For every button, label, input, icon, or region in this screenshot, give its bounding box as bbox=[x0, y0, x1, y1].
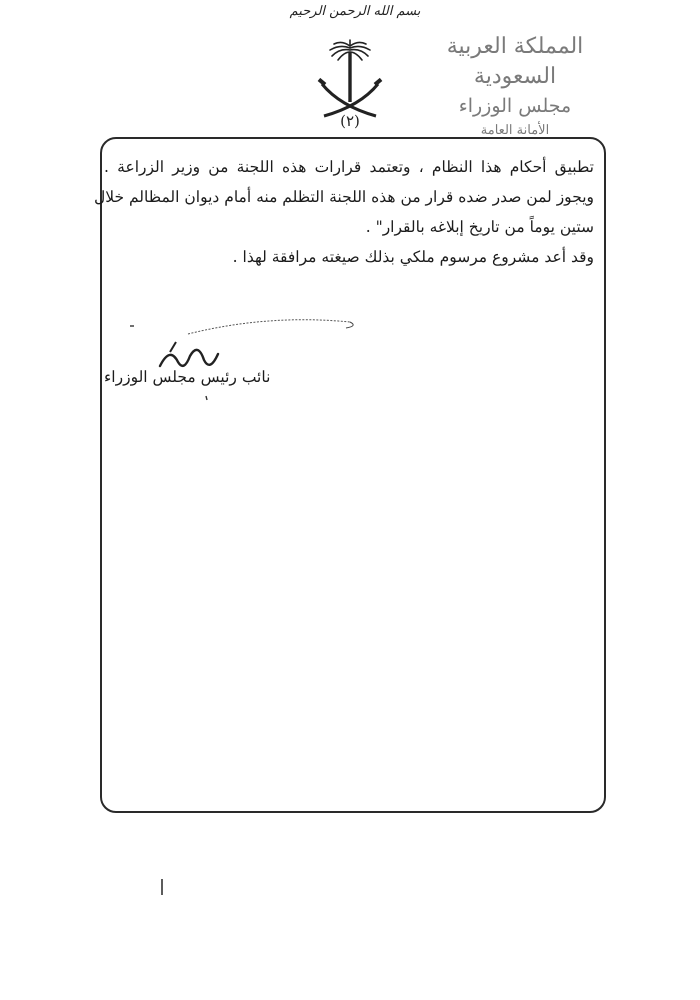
signatory-title: نائب رئيس مجلس الوزراء bbox=[104, 368, 271, 386]
paragraph-1: تطبيق أحكام هذا النظام ، وتعتمد قرارات هذه اللجنة من وزير الزراعة . bbox=[104, 158, 594, 176]
basmala: بسم الله الرحمن الرحيم bbox=[289, 4, 421, 19]
handwritten-signature-icon bbox=[118, 312, 368, 402]
paragraph-4: وقد أعد مشروع مرسوم ملكي بذلك صيغته مرافقة لهذا . bbox=[232, 248, 594, 266]
scan-mark bbox=[160, 878, 164, 896]
letterhead-council: مجلس الوزراء bbox=[458, 95, 572, 117]
paragraph-2: ويجوز لمن صدر ضده قرار من هذه اللجنة التظلم منه أمام ديوان المظالم خلال bbox=[93, 188, 594, 206]
paragraph-3: ستين يوماً من تاريخ إبلاغه بالقرار" . bbox=[365, 218, 594, 236]
letterhead-secretariat: الأمانة العامة bbox=[480, 123, 550, 138]
body-text bbox=[93, 152, 594, 272]
page-number: (٢) bbox=[340, 112, 360, 130]
letterhead bbox=[420, 32, 610, 142]
letterhead-kingdom: المملكة العربية السعودية bbox=[446, 34, 584, 89]
